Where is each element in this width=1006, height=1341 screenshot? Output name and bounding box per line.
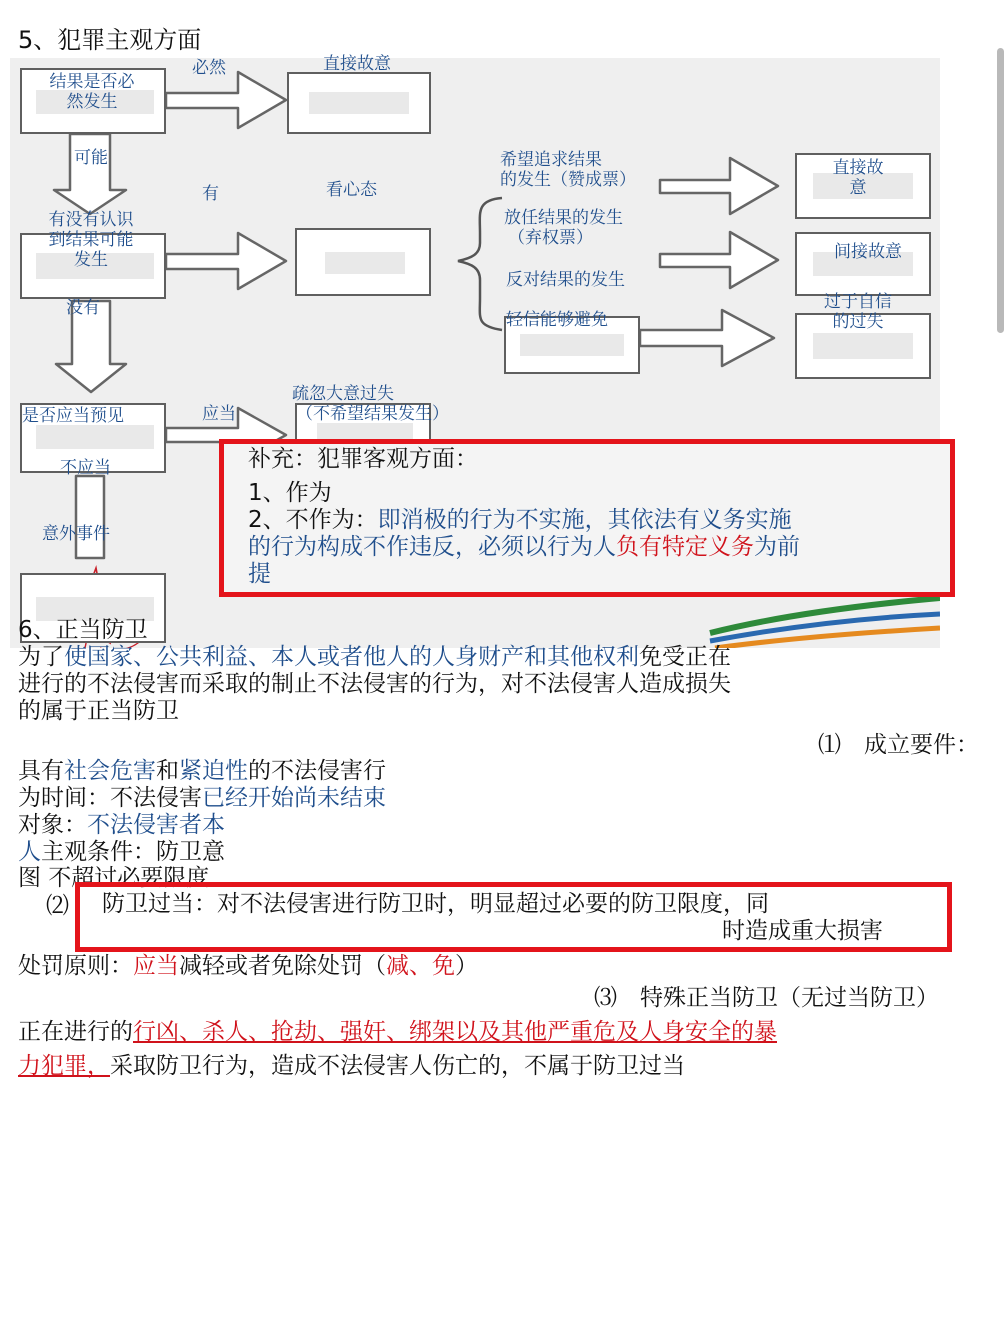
label-opt4: 轻信能够避免 (506, 310, 608, 330)
label-mind: 看心态 (326, 180, 377, 200)
label-q2: 有没有认识 到结果可能 发生 (48, 210, 134, 270)
label-negligence: 疏忽大意过失 （不希望结果发生） (292, 384, 449, 424)
scrollbar[interactable] (997, 48, 1004, 333)
label-must: 必然 (192, 58, 226, 78)
special-defense-heading: ⑶ 特殊正当防卫（无过当防卫） (594, 985, 939, 1011)
supplement-item2-line2: 的行为构成不作违反，必须以行为人负有特定义务为前 (248, 534, 800, 560)
label-res3: 过于自信 的过失 (824, 292, 892, 332)
label-direct-top: 直接故意 (323, 54, 391, 74)
excess-number: ⑵ (46, 893, 69, 919)
section5-title: 5、犯罪主观方面 (18, 26, 202, 54)
requirements-heading: ⑴ 成立要件： (818, 732, 979, 758)
label-possible: 可能 (74, 148, 108, 168)
label-opt3: 反对结果的发生 (506, 270, 625, 290)
supplement-item2-line3: 提 (248, 561, 271, 587)
label-opt2: 放任结果的发生 （弃权票） (504, 208, 623, 248)
definition-line3: 的属于正当防卫 (18, 698, 179, 724)
label-q1: 结果是否必 然发生 (49, 72, 135, 112)
label-has: 有 (202, 184, 219, 204)
label-not-should: 不应当 (60, 458, 111, 478)
label-opt1: 希望追求结果 的发生（赞成票） (500, 150, 636, 190)
req-line4: 人主观条件：防卫意 (18, 839, 225, 865)
req-line1: 具有社会危害和紧迫性的不法侵害行 (18, 758, 386, 784)
req-line2: 为时间：不法侵害已经开始尚未结束 (18, 785, 386, 811)
req-line5: 图 不超过必要限度 (18, 865, 210, 891)
excess-line2: 时造成重大损害 (722, 918, 883, 944)
penalty-principle: 处罚原则：应当减轻或者免除处罚（减、免） (18, 953, 478, 979)
box-direct-top (287, 72, 431, 134)
section6-title: 6、正当防卫 (18, 617, 148, 643)
label-res2: 间接故意 (834, 242, 902, 262)
special-line2: 力犯罪，采取防卫行为，造成不法侵害人伤亡的，不属于防卫过当 (18, 1053, 685, 1079)
supplement-item1: 1、作为 (248, 480, 332, 506)
req-line3: 对象：不法侵害者本 (18, 812, 225, 838)
label-none: 没有 (66, 298, 100, 318)
label-res1: 直接故 意 (832, 158, 884, 198)
definition-line1: 为了使国家、公共利益、本人或者他人的人身财产和其他权利免受正在 (18, 644, 731, 670)
label-accident: 意外事件 (42, 524, 110, 544)
special-line1: 正在进行的行凶、杀人、抢劫、强奸、绑架以及其他严重危及人身安全的暴 (18, 1019, 777, 1045)
label-should: 应当 (202, 404, 236, 424)
box-mind (295, 228, 431, 296)
supplement-title: 补充：犯罪客观方面： (248, 446, 478, 472)
definition-line2: 进行的不法侵害而采取的制止不法侵害的行为，对不法侵害人造成损失 (18, 671, 731, 697)
supplement-item2-line1: 2、不作为：即消极的行为不实施，其依法有义务实施 (248, 507, 792, 533)
label-q3: 是否应当预见 (22, 406, 124, 426)
excess-line1: 防卫过当：对不法侵害进行防卫时，明显超过必要的防卫限度，同 (102, 891, 769, 917)
